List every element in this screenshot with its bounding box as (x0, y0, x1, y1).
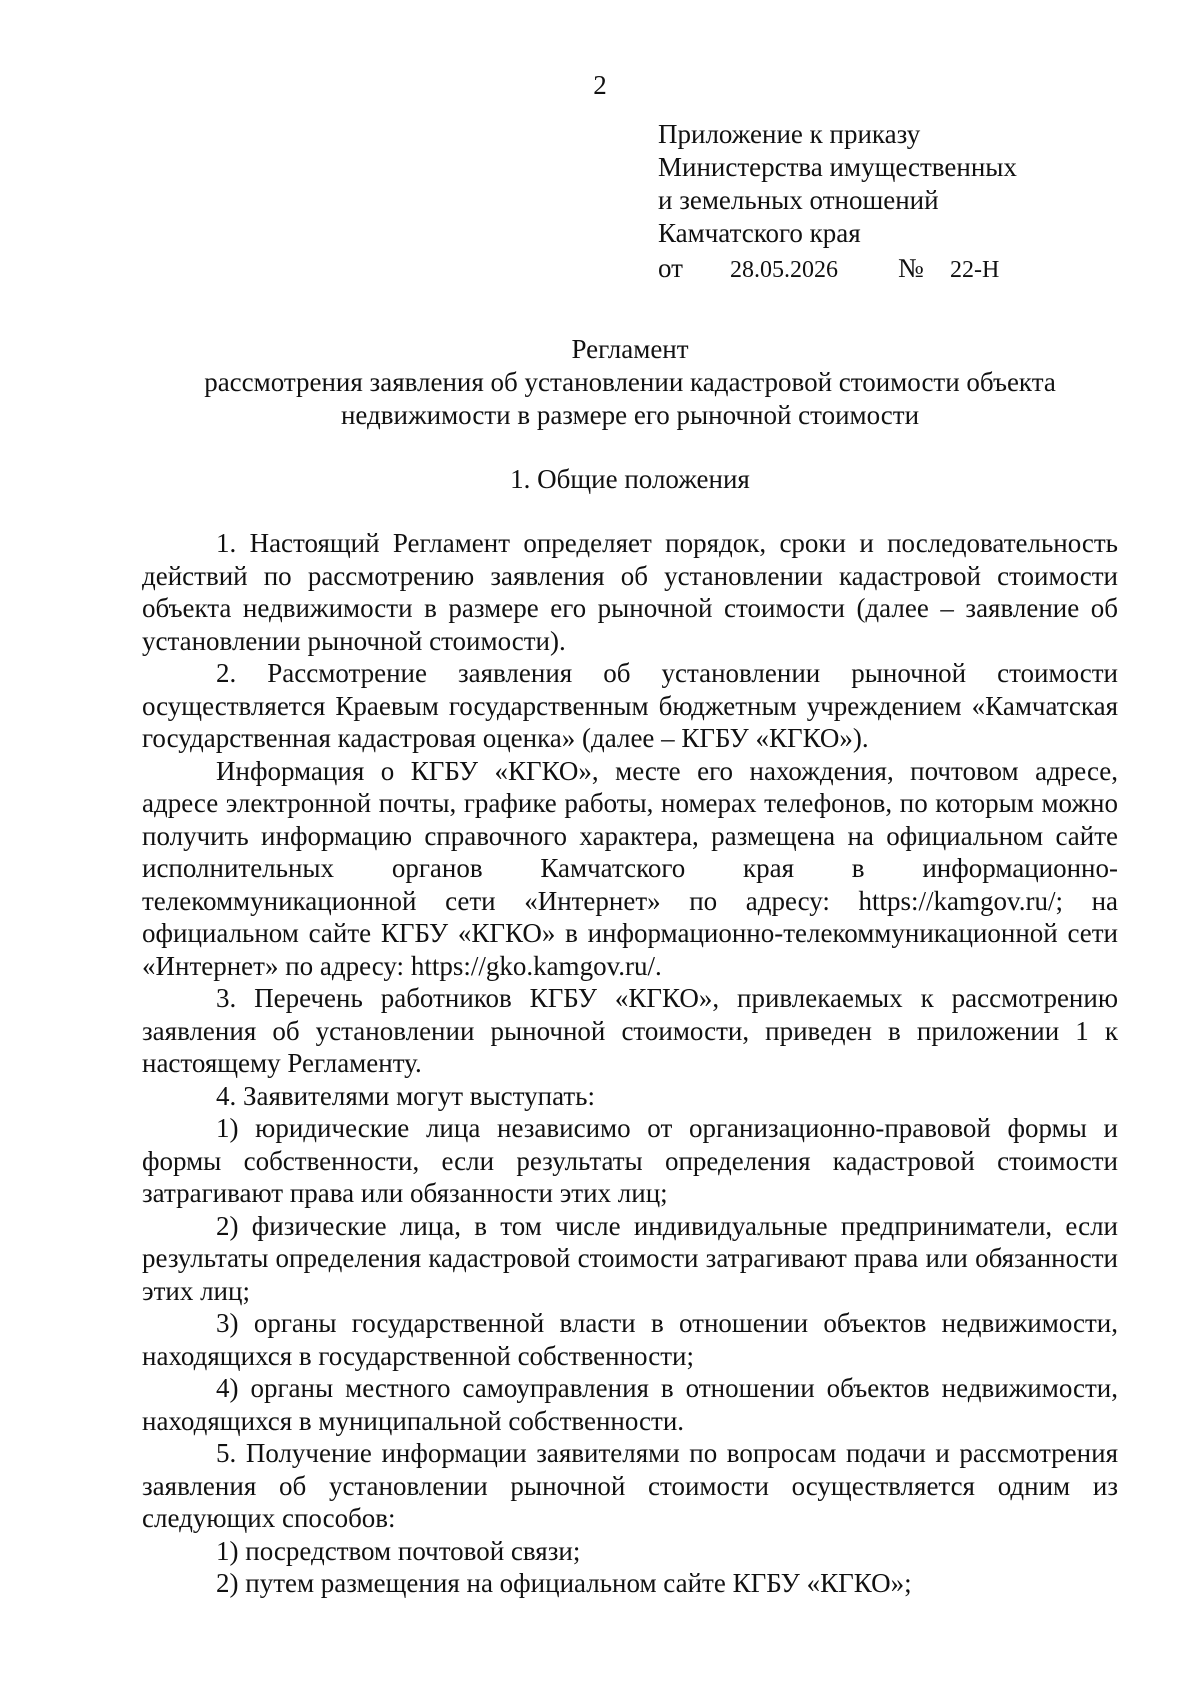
approval-line-4: Камчатского края (658, 218, 861, 248)
list-item: 2) путем размещения на официальном сайте КГБУ «КГКО»; (216, 1568, 912, 1598)
approval-block (658, 118, 1017, 287)
paragraph: 2. Рассмотрение заявления об установлении рыночной стоимости осуществляется Краевым государственным бюджетным учреждением «Камчатская государственная кадастровая оценка» (далее – КГБУ «КГКО»). (142, 658, 1118, 753)
approval-line-3: и земельных отношений (658, 185, 939, 215)
title-line-2: рассмотрения заявления об установлении кадастровой стоимости объекта (204, 367, 1056, 397)
paragraph: 3. Перечень работников КГБУ «КГКО», привлекаемых к рассмотрению заявления об установлении рыночной стоимости, приведен в приложении 1 к настоящему Регламенту. (142, 983, 1118, 1078)
paragraph: 4. Заявителями могут выступать: (216, 1080, 595, 1111)
order-date: 28.05.2026 (730, 257, 838, 283)
list-item: 2) физические лица, в том числе индивидуальные предприниматели, если результаты определения кадастровой стоимости затрагивают права или обязанности этих лиц; (142, 1210, 1118, 1306)
list-item: 1) юридические лица независимо от организационно-правовой формы и формы собственности, если результаты определения кадастровой стоимости затрагивают права или обязанности этих лиц; (142, 1113, 1118, 1208)
order-date-label: от (658, 253, 683, 283)
paragraph: 5. Получение информации заявителями по вопросам подачи и рассмотрения заявления об установлении рыночной стоимости осуществляется одним из следующих способов: (142, 1438, 1118, 1533)
order-number-row (658, 252, 1017, 287)
approval-line-1: Приложение к приказу (658, 119, 921, 149)
document-title (140, 333, 1120, 432)
order-number-label: № (898, 253, 924, 283)
body-text (142, 527, 1118, 1600)
list-item: 4) органы местного самоуправления в отношении объектов недвижимости, находящихся в муниципальной собственности. (142, 1373, 1118, 1436)
paragraph: Информация о КГБУ «КГКО», месте его нахождения, почтовом адресе, адресе электронной почты, графике работы, номерах телефонов, по которым можно получить информацию справочного характера, размещена на официальном сайте исполнительных органов Камчатского края в информационно-телекоммуникационной сети «Интернет» по адресу: https://kamgov.ru/; на официальном сайте КГБУ «КГКО» в информационно-телекоммуникационной сети «Интернет» по адресу: https://gko.kamgov.ru/. (142, 755, 1118, 981)
list-item: 1) посредством почтовой связи; (216, 1535, 581, 1566)
page-number: 2 (593, 70, 607, 100)
approval-line-2: Министерства имущественных (658, 152, 1017, 182)
section-heading: 1. Общие положения (510, 464, 750, 494)
paragraph: 1. Настоящий Регламент определяет порядок, сроки и последовательность действий по рассмотрению заявления об установлении кадастровой стоимости объекта недвижимости в размере его рыночной стоимости (далее – заявление об установлении рыночной стоимости). (142, 528, 1118, 656)
list-item: 3) органы государственной власти в отношении объектов недвижимости, находящихся в государственной собственности; (142, 1308, 1118, 1371)
title-line-1: Регламент (571, 334, 689, 364)
order-number: 22-Н (950, 257, 1000, 283)
title-line-3: недвижимости в размере его рыночной стоимости (340, 400, 920, 430)
